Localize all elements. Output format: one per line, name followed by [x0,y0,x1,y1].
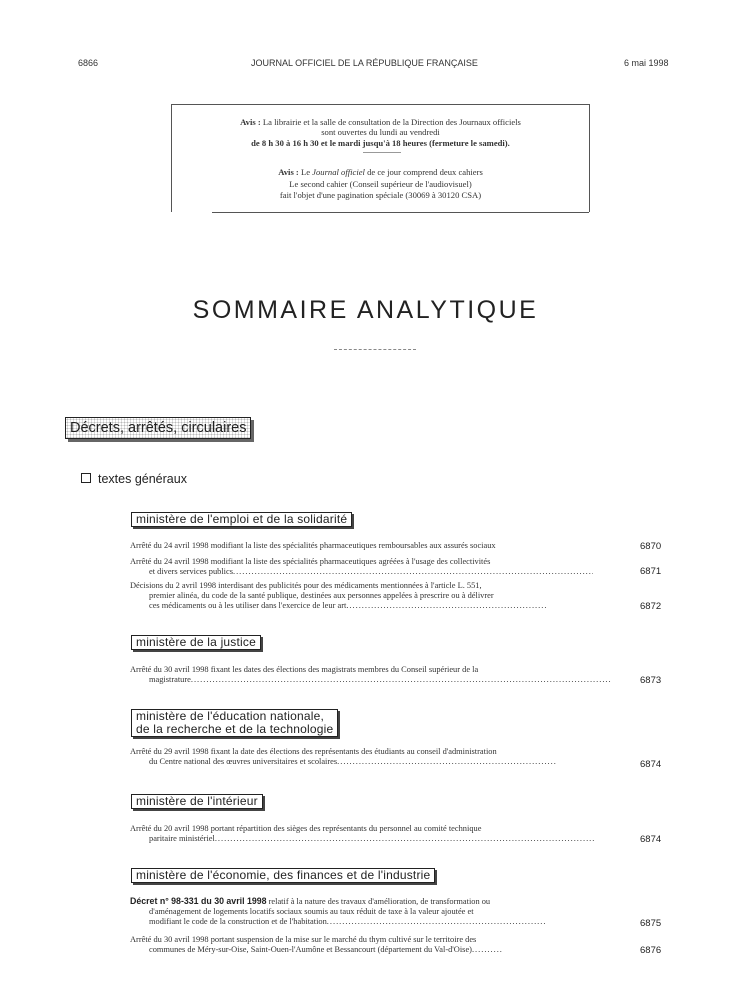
subsection-heading [81,472,187,486]
toc-entry[interactable] [130,581,616,612]
entry-text: modifiant le code de la construction et de l'habitation [149,917,327,927]
page-ref[interactable]: 6871 [640,566,662,577]
notice-avis-2-text-a: Le [300,167,313,177]
entry-text: magistrature [149,675,191,685]
checkbox-icon [81,473,91,483]
entry-text: Arrêté du 30 avril 1998 fixant les dates des élections des magistrats membres du Conseil supérieur de la [130,665,479,674]
entry-text: d'aménagement de logements locatifs sociaux soumis au taux réduit de taxe à la valeur ajoutée et [149,907,474,917]
notice-avis-2-label: Avis : [278,167,299,177]
page-title: SOMMAIRE ANALYTIQUE [192,296,539,324]
entry-text: ces médicaments ou à les utiliser dans l'exercice de leur art [149,601,347,611]
ministry-heading-line-2: de la recherche et de la technologie [136,722,334,736]
issue-date: 6 mai 1998 [624,58,669,68]
entry-text: Arrêté du 29 avril 1998 fixant la date des élections des représentants des étudiants au conseil d'administration [130,747,497,756]
entry-text: paritaire ministériel [149,834,215,844]
entry-text: communes de Méry-sur-Oise, Saint-Ouen-l'Aumône et Bessancourt (département du Val-d'Oise) [149,945,472,955]
page-ref[interactable]: 6874 [640,834,662,845]
toc-entry[interactable] [130,824,616,844]
leader-dots [191,675,611,685]
ministry-heading-justice: ministère de la justice [131,635,261,650]
title-ornament [334,349,416,350]
ministry-heading-education [131,709,338,737]
page-ref[interactable]: 6872 [640,601,662,612]
notice-avis-1-line-2: sont ouvertes du lundi au vendredi [321,127,440,137]
notice-bottom-rule [212,212,589,213]
toc-entry[interactable] [130,747,616,767]
notice-avis-1-label: Avis : [240,117,261,127]
leader-dots [233,567,593,577]
entry-text: relatif à la nature des travaux d'amélioration, de transformation ou [266,897,491,906]
journal-title: JOURNAL OFFICIEL DE LA RÉPUBLIQUE FRANÇAISE [251,58,478,68]
notice-avis-2-text-b: de ce jour comprend deux cahiers [364,167,483,177]
leader-dots [472,945,502,955]
page-ref[interactable]: 6873 [640,675,662,686]
toc-entry[interactable] [130,896,616,928]
page-ref[interactable]: 6876 [640,945,662,956]
decree-reference: Décret n° 98-331 du 30 avril 1998 [130,896,267,906]
entry-text: Arrêté du 24 avril 1998 modifiant la liste des spécialités pharmaceutiques agréées à l'usage des collectivités [130,557,491,566]
section-heading: Décrets, arrêtés, circulaires [65,417,251,439]
notice-box [171,104,590,212]
notice-separator [363,152,401,153]
leader-dots [346,601,546,611]
notice-avis-2-line-3: fait l'objet d'une pagination spéciale (30069 à 30120 CSA) [279,190,482,200]
toc-entry[interactable] [130,541,616,551]
entry-text: et divers services publics [149,567,233,577]
entry-text: du Centre national des œuvres universitaires et scolaires [149,757,338,767]
subsection-label: textes généraux [98,472,187,486]
page-ref[interactable]: 6874 [640,759,662,770]
entry-text: premier alinéa, du code de la santé publique, destinées aux personnes appelées à prescrire ou à délivrer [149,591,494,601]
notice-journal-name: Journal officiel [312,167,365,177]
notice-avis-1-hours: de 8 h 30 à 16 h 30 et le mardi jusqu'à 18 heures (fermeture le samedi). [251,138,510,148]
ministry-heading-interieur: ministère de l'intérieur [131,794,263,809]
page-number: 6866 [78,58,99,68]
toc-entry[interactable] [130,935,616,955]
entry-text: Arrêté du 30 avril 1998 portant suspension de la mise sur le marché du thym cultivé sur le territoire des [130,935,477,944]
leader-dots [327,917,547,927]
ministry-heading-emploi: ministère de l'emploi et de la solidarité [131,512,352,527]
leader-dots [215,834,595,844]
notice-avis-2-line-2: Le second cahier (Conseil supérieur de l'audiovisuel) [289,179,472,189]
entry-text: Arrêté du 24 avril 1998 modifiant la liste des spécialités pharmaceutiques remboursables aux assurés sociaux [130,541,496,550]
ministry-heading-line-1: ministère de l'éducation nationale, [136,709,325,723]
leader-dots [337,757,557,767]
ministry-heading-economie: ministère de l'économie, des finances et de l'industrie [131,868,435,883]
entry-text: Arrêté du 20 avril 1998 portant répartition des sièges des représentants du personnel au comité technique [130,824,482,833]
page-ref[interactable]: 6875 [640,918,662,929]
page-ref[interactable]: 6870 [640,541,662,552]
entry-text: Décisions du 2 avril 1998 interdisant des publicités pour des médicaments mentionnées à l'article L. 551, [130,581,482,590]
toc-entry[interactable] [130,557,616,577]
notice-avis-1-text: La librairie et la salle de consultation de la Direction des Journaux officiels [262,117,521,127]
toc-entry[interactable] [130,665,616,685]
